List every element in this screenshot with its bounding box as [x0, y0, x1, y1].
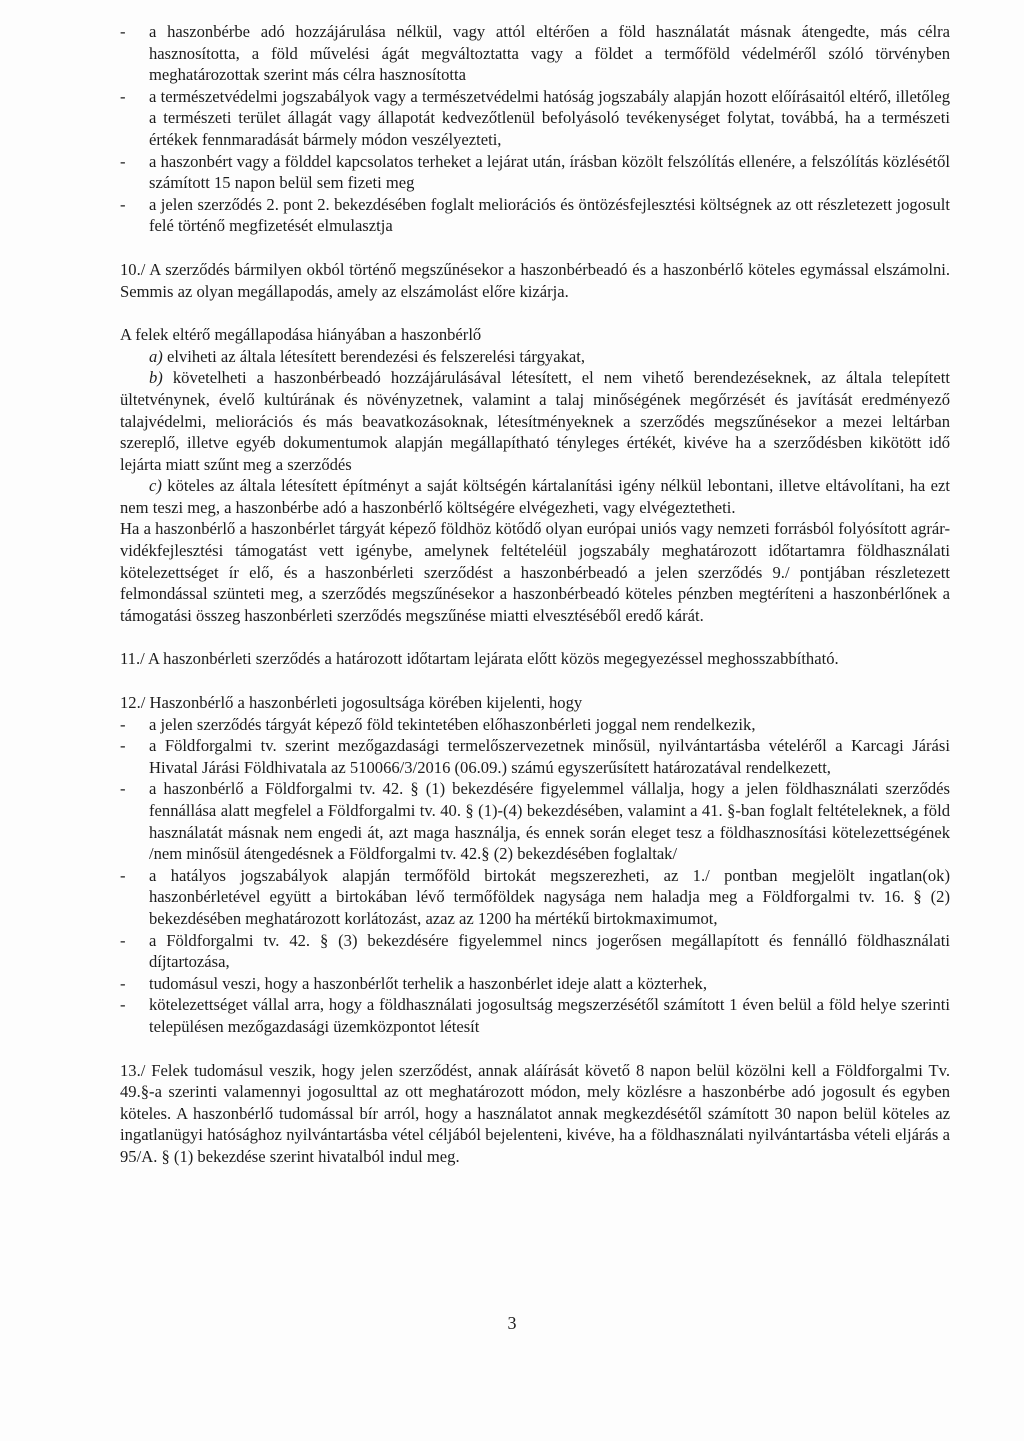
list-item: - a Földforgalmi tv. 42. § (3) bekezdésére figyelemmel nincs jogerősen megállapított és fennálló földhasználati díjtartozása,	[120, 930, 950, 973]
section-10	[120, 259, 950, 627]
list-item: - a haszonbérlő a Földforgalmi tv. 42. § (1) bekezdésére figyelemmel vállalja, hogy a jelen földhasználati szerződés fennállása alatt megfelel a Földforgalmi tv. 40. § (1)-(4) bekezdésében, valamint a 41. §-ban foglalt feltételeknek, a föld használatát másnak nem engedi át, azt maga használja, és ennek során eleget tesz a földhasznosítási kötelezettségének /nem minősül átengedésnek a Földforgalmi tv. 42.§ (2) bekezdésében foglaltak/	[120, 778, 950, 864]
item-text: követelheti a haszonbérbeadó hozzájárulásával létesített, el nem vihető berendezéseknek, az általa telepített ültetvénynek, évelő kultúrának és növényzetnek, valamint a talaj minőségének megőrzését és javítását eredményező talajvédelmi, meliorációs és más beavatkozásoknak, létesítményeknek a szerződés megszűnésekor a mezei leltárban szereplő, illetve egyéb dokumentumok alapján megállapítható tényleges értékét, kivéve ha a szerződésben kikötött idő lejárta miatt szűnt meg a szerződés	[120, 368, 950, 474]
section-10-item-b	[120, 367, 950, 475]
termination-grounds-list	[120, 21, 950, 237]
section-11-paragraph: 11./ A haszonbérleti szerződés a határozott időtartam lejárata előtt közös megegyezéssel meghosszabbítható.	[120, 649, 839, 669]
item-label: b)	[149, 368, 163, 388]
section-10-closing: Ha a haszonbérlő a haszonbérlet tárgyát képező földhöz kötődő olyan európai uniós vagy nemzeti forrásból folyósított agrár-vidékfejlesztési támogatást vett igénybe, amelynek feltételéül jogszabály meghatározott időtartamra földhasználati kötelezettséget ír elő, és a haszonbérleti szerződést a haszonbérbeadó a jelen szerződés 9./ pontjában részletezett felmondással szünteti meg, a szerződés megszűnésekor a haszonbérbeadó köteles pénzben megtéríteni a haszonbérlőnek a támogatási összeg haszonbérleti szerződés megszűnése miatti elvesztéséből eredő kárát.	[120, 519, 950, 625]
item-text: köteles az általa létesített építményt a saját költségén kártalanítási igény nélkül lebontani, illetve eltávolítani, ha ezt nem teszi meg, a haszonbérbe adó a haszonbérlő költségére elvégezheti, vagy elvégeztetheti.	[120, 476, 950, 517]
list-item: - a haszonbérbe adó hozzájárulása nélkül, vagy attól eltérően a föld használatát másnak átengedte, más célra hasznosította, a föld művelési ágát megváltoztatta vagy a földet a termőföld védelméről szóló törvényben meghatározottak szerint más célra hasznosította	[120, 21, 950, 86]
section-12	[120, 692, 950, 1038]
list-item: - tudomásul veszi, hogy a haszonbérlőt terhelik a haszonbérlet ideje alatt a közterhek,	[120, 973, 950, 995]
section-10-paragraph: 10./ A szerződés bármilyen okból történő megszűnésekor a haszonbérbeadó és a haszonbérlő köteles egymással elszámolni. Semmis az olyan megállapodás, amely az elszámolást előre kizárja.	[120, 259, 950, 301]
list-item: - a hatályos jogszabályok alapján termőföld birtokát megszerezheti, az 1./ pontban megjelölt ingatlan(ok) haszonbérletével együtt a birtokában lévő termőföldek nagysága nem haladja meg a Földforgalmi tv. 16. § (2) bekezdésében meghatározott korlátozást, azaz az 1200 ha mértékű birtokmaximumot,	[120, 865, 950, 930]
document-body	[120, 21, 950, 1168]
item-label: c)	[149, 476, 162, 496]
list-item: - a természetvédelmi jogszabályok vagy a természetvédelmi hatóság jogszabály alapján hozott előírásaitól eltérő, illetőleg a természeti terület állagát vagy állapotát kedvezőtlenül befolyásoló tevékenységet folytat, továbbá, ha a természeti értékek fennmaradását bármely módon veszélyezteti,	[120, 86, 950, 151]
item-label: a)	[149, 346, 163, 366]
section-12-intro: 12./ Haszonbérlő a haszonbérleti jogosultsága körében kijelenti, hogy	[120, 693, 583, 713]
list-item: - a jelen szerződés 2. pont 2. bekezdésében foglalt meliorációs és öntözésfejlesztési költségnek az ott részletezett jogosult felé történő megfizetését elmulasztja	[120, 194, 950, 237]
section-10-item-a	[120, 346, 950, 368]
section-10-item-c	[120, 475, 950, 518]
list-item: - a Földforgalmi tv. szerint mezőgazdasági termelőszervezetnek minősül, nyilvántartásba vételéről a Karcagi Járási Hivatal Járási Földhivatala az 510066/3/2016 (06.09.) számú egyszerűsített határozatával rendelkezett,	[120, 735, 950, 778]
section-10-intro: A felek eltérő megállapodása hiányában a haszonbérlő	[120, 325, 482, 345]
list-item: - a haszonbért vagy a földdel kapcsolatos terheket a lejárat után, írásban közölt felszólítás ellenére, a felszólítás közlésétől számított 15 napon belül sem fizeti meg	[120, 151, 950, 194]
list-item: - a jelen szerződés tárgyát képező föld tekintetében előhaszonbérleti joggal nem rendelkezik,	[120, 714, 950, 736]
item-text: elviheti az általa létesített berendezési és felszerelési tárgyakat,	[166, 346, 585, 366]
section-13-paragraph: 13./ Felek tudomásul veszik, hogy jelen szerződést, annak aláírását követő 8 napon belül közölni kell a Földforgalmi Tv. 49.§-a szerinti valamennyi jogosulttal az ott meghatározott módon, mely közlésre a haszonbérbe adó jogosult és egyben köteles. A haszonbérlő tudomással bír arról, hogy a használatot annak megkezdésétől számított 30 napon belül köteles az ingatlanügyi hatósághoz nyilvántartásba vétel céljából bejelenteni, kivéve, ha a földhasználati nyilvántartásba vételi eljárás a 95/A. § (1) bekezdése szerint hivatalból indul meg.	[120, 1060, 950, 1166]
list-item: - kötelezettséget vállal arra, hogy a földhasználati jogosultság megszerzésétől számított 1 éven belül a föld helye szerinti településen mezőgazdasági üzemközpontot létesít	[120, 994, 950, 1037]
page-number: 3	[507, 1313, 517, 1333]
